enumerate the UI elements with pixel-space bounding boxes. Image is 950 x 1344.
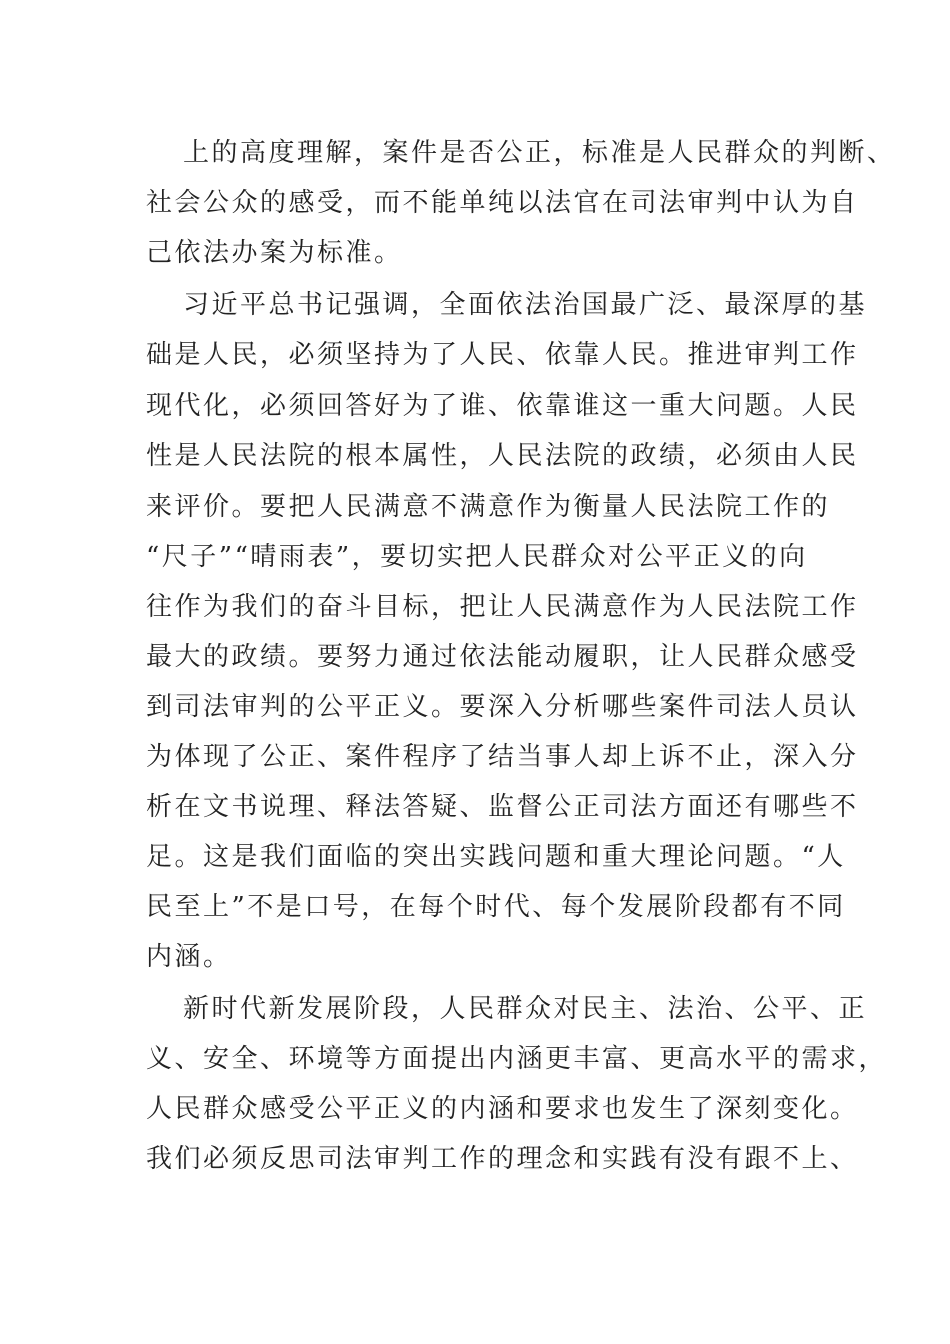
- text-line: 往作为我们的奋斗目标，把让人民满意作为人民法院工作: [146, 592, 859, 622]
- text-line: 社会公众的感受，而不能单纯以法官在司法审判中认为自: [146, 188, 859, 218]
- text-line: 来评价。要把人民满意不满意作为衡量人民法院工作的: [146, 492, 831, 522]
- text-line: 民至上”不是口号，在每个时代、每个发展阶段都有不同: [146, 892, 846, 922]
- text-line: 上的高度理解，案件是否公正，标准是人民群众的判断、: [183, 138, 896, 168]
- text-line: 析在文书说理、释法答疑、监督公正司法方面还有哪些不: [146, 792, 859, 822]
- text-line: 现代化，必须回答好为了谁、依靠谁这一重大问题。人民: [146, 391, 859, 421]
- text-line: 己依法办案为标准。: [146, 238, 403, 268]
- text-line: 习近平总书记强调，全面依法治国最广泛、最深厚的基: [183, 290, 868, 320]
- text-line: 性是人民法院的根本属性，人民法院的政绩，必须由人民: [146, 441, 859, 471]
- text-line: “尺子”“晴雨表”，要切实把人民群众对公平正义的向: [146, 542, 808, 572]
- text-line: 我们必须反思司法审判工作的理念和实践有没有跟不上、: [146, 1144, 859, 1174]
- text-line: 到司法审判的公平正义。要深入分析哪些案件司法人员认: [146, 692, 859, 722]
- text-line: 础是人民，必须坚持为了人民、依靠人民。推进审判工作: [146, 340, 859, 370]
- text-line: 内涵。: [146, 942, 232, 972]
- text-line: 义、安全、环境等方面提出内涵更丰富、更高水平的需求，: [146, 1044, 888, 1074]
- text-line: 最大的政绩。要努力通过依法能动履职，让人民群众感受: [146, 642, 859, 672]
- text-line: 为体现了公正、案件程序了结当事人却上诉不止，深入分: [146, 742, 859, 772]
- text-line: 人民群众感受公平正义的内涵和要求也发生了深刻变化。: [146, 1094, 859, 1124]
- text-line: 新时代新发展阶段，人民群众对民主、法治、公平、正: [183, 994, 868, 1024]
- text-line: 足。这是我们面临的突出实践问题和重大理论问题。“人: [146, 842, 846, 872]
